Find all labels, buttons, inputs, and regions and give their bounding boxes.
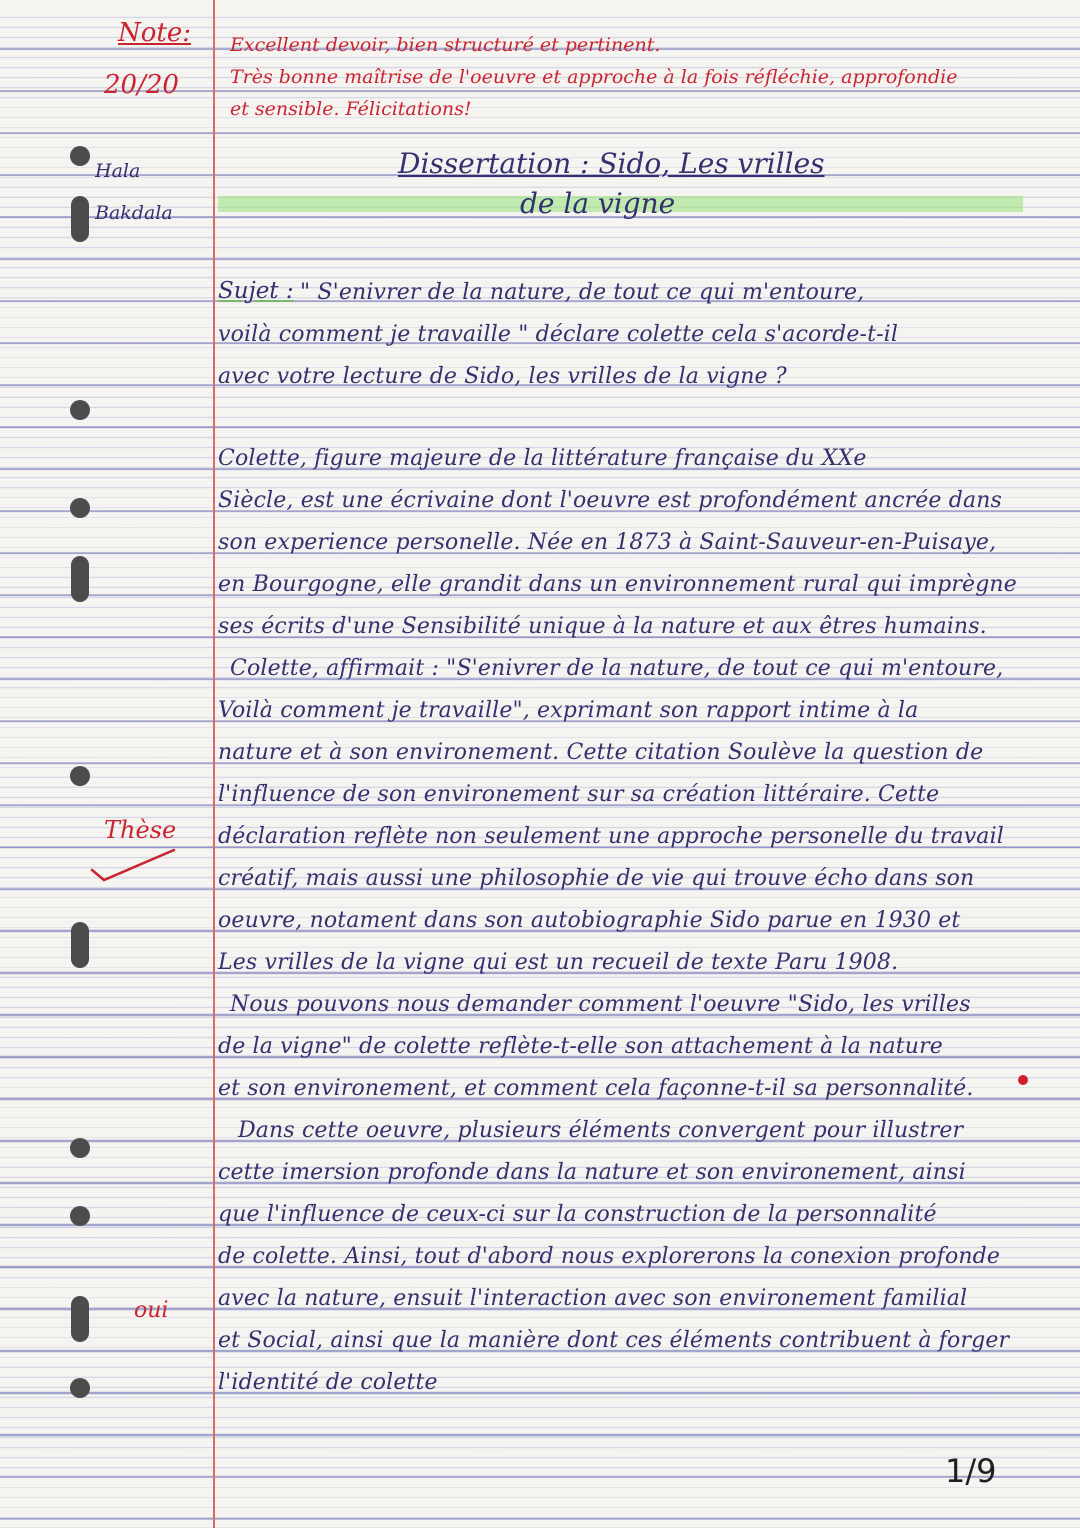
body-line: cette imersion profonde dans la nature et son environement, ainsi xyxy=(218,1160,966,1185)
body-line: et son environement, et comment cela façonne-t-il sa personnalité. xyxy=(218,1076,974,1101)
margin-line xyxy=(213,0,215,1528)
body-line: l'identité de colette xyxy=(218,1370,438,1395)
binder-hole xyxy=(71,922,89,968)
student-last-name: Bakdala xyxy=(95,202,173,224)
body-line: oeuvre, notament dans son autobiographie Sido parue en 1930 et xyxy=(218,908,961,933)
binder-hole xyxy=(71,1296,89,1342)
check-mark-icon xyxy=(90,848,176,882)
body-line: et Social, ainsi que la manière dont ces éléments contribuent à forger xyxy=(218,1328,1010,1353)
grade-label: Note: xyxy=(118,18,191,48)
binder-hole xyxy=(70,498,90,518)
binder-hole xyxy=(70,1378,90,1398)
red-mark xyxy=(1018,1075,1028,1085)
page-title-line2: de la vigne xyxy=(520,187,676,220)
body-line: Siècle, est une écrivaine dont l'oeuvre est profondément ancrée dans xyxy=(218,488,1002,513)
binder-hole xyxy=(70,766,90,786)
subject-line: " S'enivrer de la nature, de tout ce qui m'entoure, xyxy=(300,280,865,305)
body-line: Dans cette oeuvre, plusieurs éléments convergent pour illustrer xyxy=(238,1118,964,1143)
page-title-line1: Dissertation : Sido, Les vrilles xyxy=(398,147,825,180)
binder-hole xyxy=(70,1206,90,1226)
subject-line: voilà comment je travaille " déclare colette cela s'acorde-t-il xyxy=(218,322,899,347)
body-line: Voilà comment je travaille", exprimant son rapport intime à la xyxy=(218,698,919,723)
body-line: en Bourgogne, elle grandit dans un environnement rural qui imprègne xyxy=(218,572,1017,597)
body-line: déclaration reflète non seulement une approche personelle du travail xyxy=(218,824,1004,849)
body-line: Les vrilles de la vigne qui est un recueil de texte Paru 1908. xyxy=(218,950,899,975)
teacher-comment-line: Excellent devoir, bien structuré et pertinent. xyxy=(230,34,661,56)
binder-hole xyxy=(70,400,90,420)
body-line: de la vigne" de colette reflète-t-elle son attachement à la nature xyxy=(218,1034,943,1059)
body-line: que l'influence de ceux-ci sur la construction de la personnalité xyxy=(218,1202,937,1227)
body-line: de colette. Ainsi, tout d'abord nous explorerons la conexion profonde xyxy=(218,1244,1001,1269)
grade-value: 20/20 xyxy=(104,70,179,100)
teacher-comment-line: Très bonne maîtrise de l'oeuvre et approche à la fois réfléchie, approfondie xyxy=(230,66,958,88)
binder-hole xyxy=(70,146,90,166)
teacher-comment-line: et sensible. Félicitations! xyxy=(230,98,472,120)
body-line: avec la nature, ensuit l'interaction avec son environement familial xyxy=(218,1286,968,1311)
binder-hole xyxy=(70,1138,90,1158)
body-line: Nous pouvons nous demander comment l'oeuvre "Sido, les vrilles xyxy=(230,992,971,1017)
binder-hole xyxy=(71,196,89,242)
body-line: nature et à son environement. Cette citation Soulève la question de xyxy=(218,740,984,765)
student-first-name: Hala xyxy=(95,160,141,182)
margin-note-yes: oui xyxy=(134,1298,169,1323)
page-number: 1/9 xyxy=(945,1452,997,1490)
body-line: son experience personelle. Née en 1873 à Saint-Sauveur-en-Puisaye, xyxy=(218,530,997,555)
subject-label: Sujet : xyxy=(218,278,294,304)
subject-line: avec votre lecture de Sido, les vrilles de la vigne ? xyxy=(218,364,787,389)
body-line: créatif, mais aussi une philosophie de vie qui trouve écho dans son xyxy=(218,866,975,891)
binder-hole xyxy=(71,556,89,602)
body-line: Colette, figure majeure de la littérature française du XXe xyxy=(218,446,867,471)
margin-note-thesis: Thèse xyxy=(104,816,177,844)
body-line: l'influence de son environement sur sa création littéraire. Cette xyxy=(218,782,940,807)
body-line: Colette, affirmait : "S'enivrer de la nature, de tout ce qui m'entoure, xyxy=(230,656,1004,681)
body-line: ses écrits d'une Sensibilité unique à la nature et aux êtres humains. xyxy=(218,614,987,639)
